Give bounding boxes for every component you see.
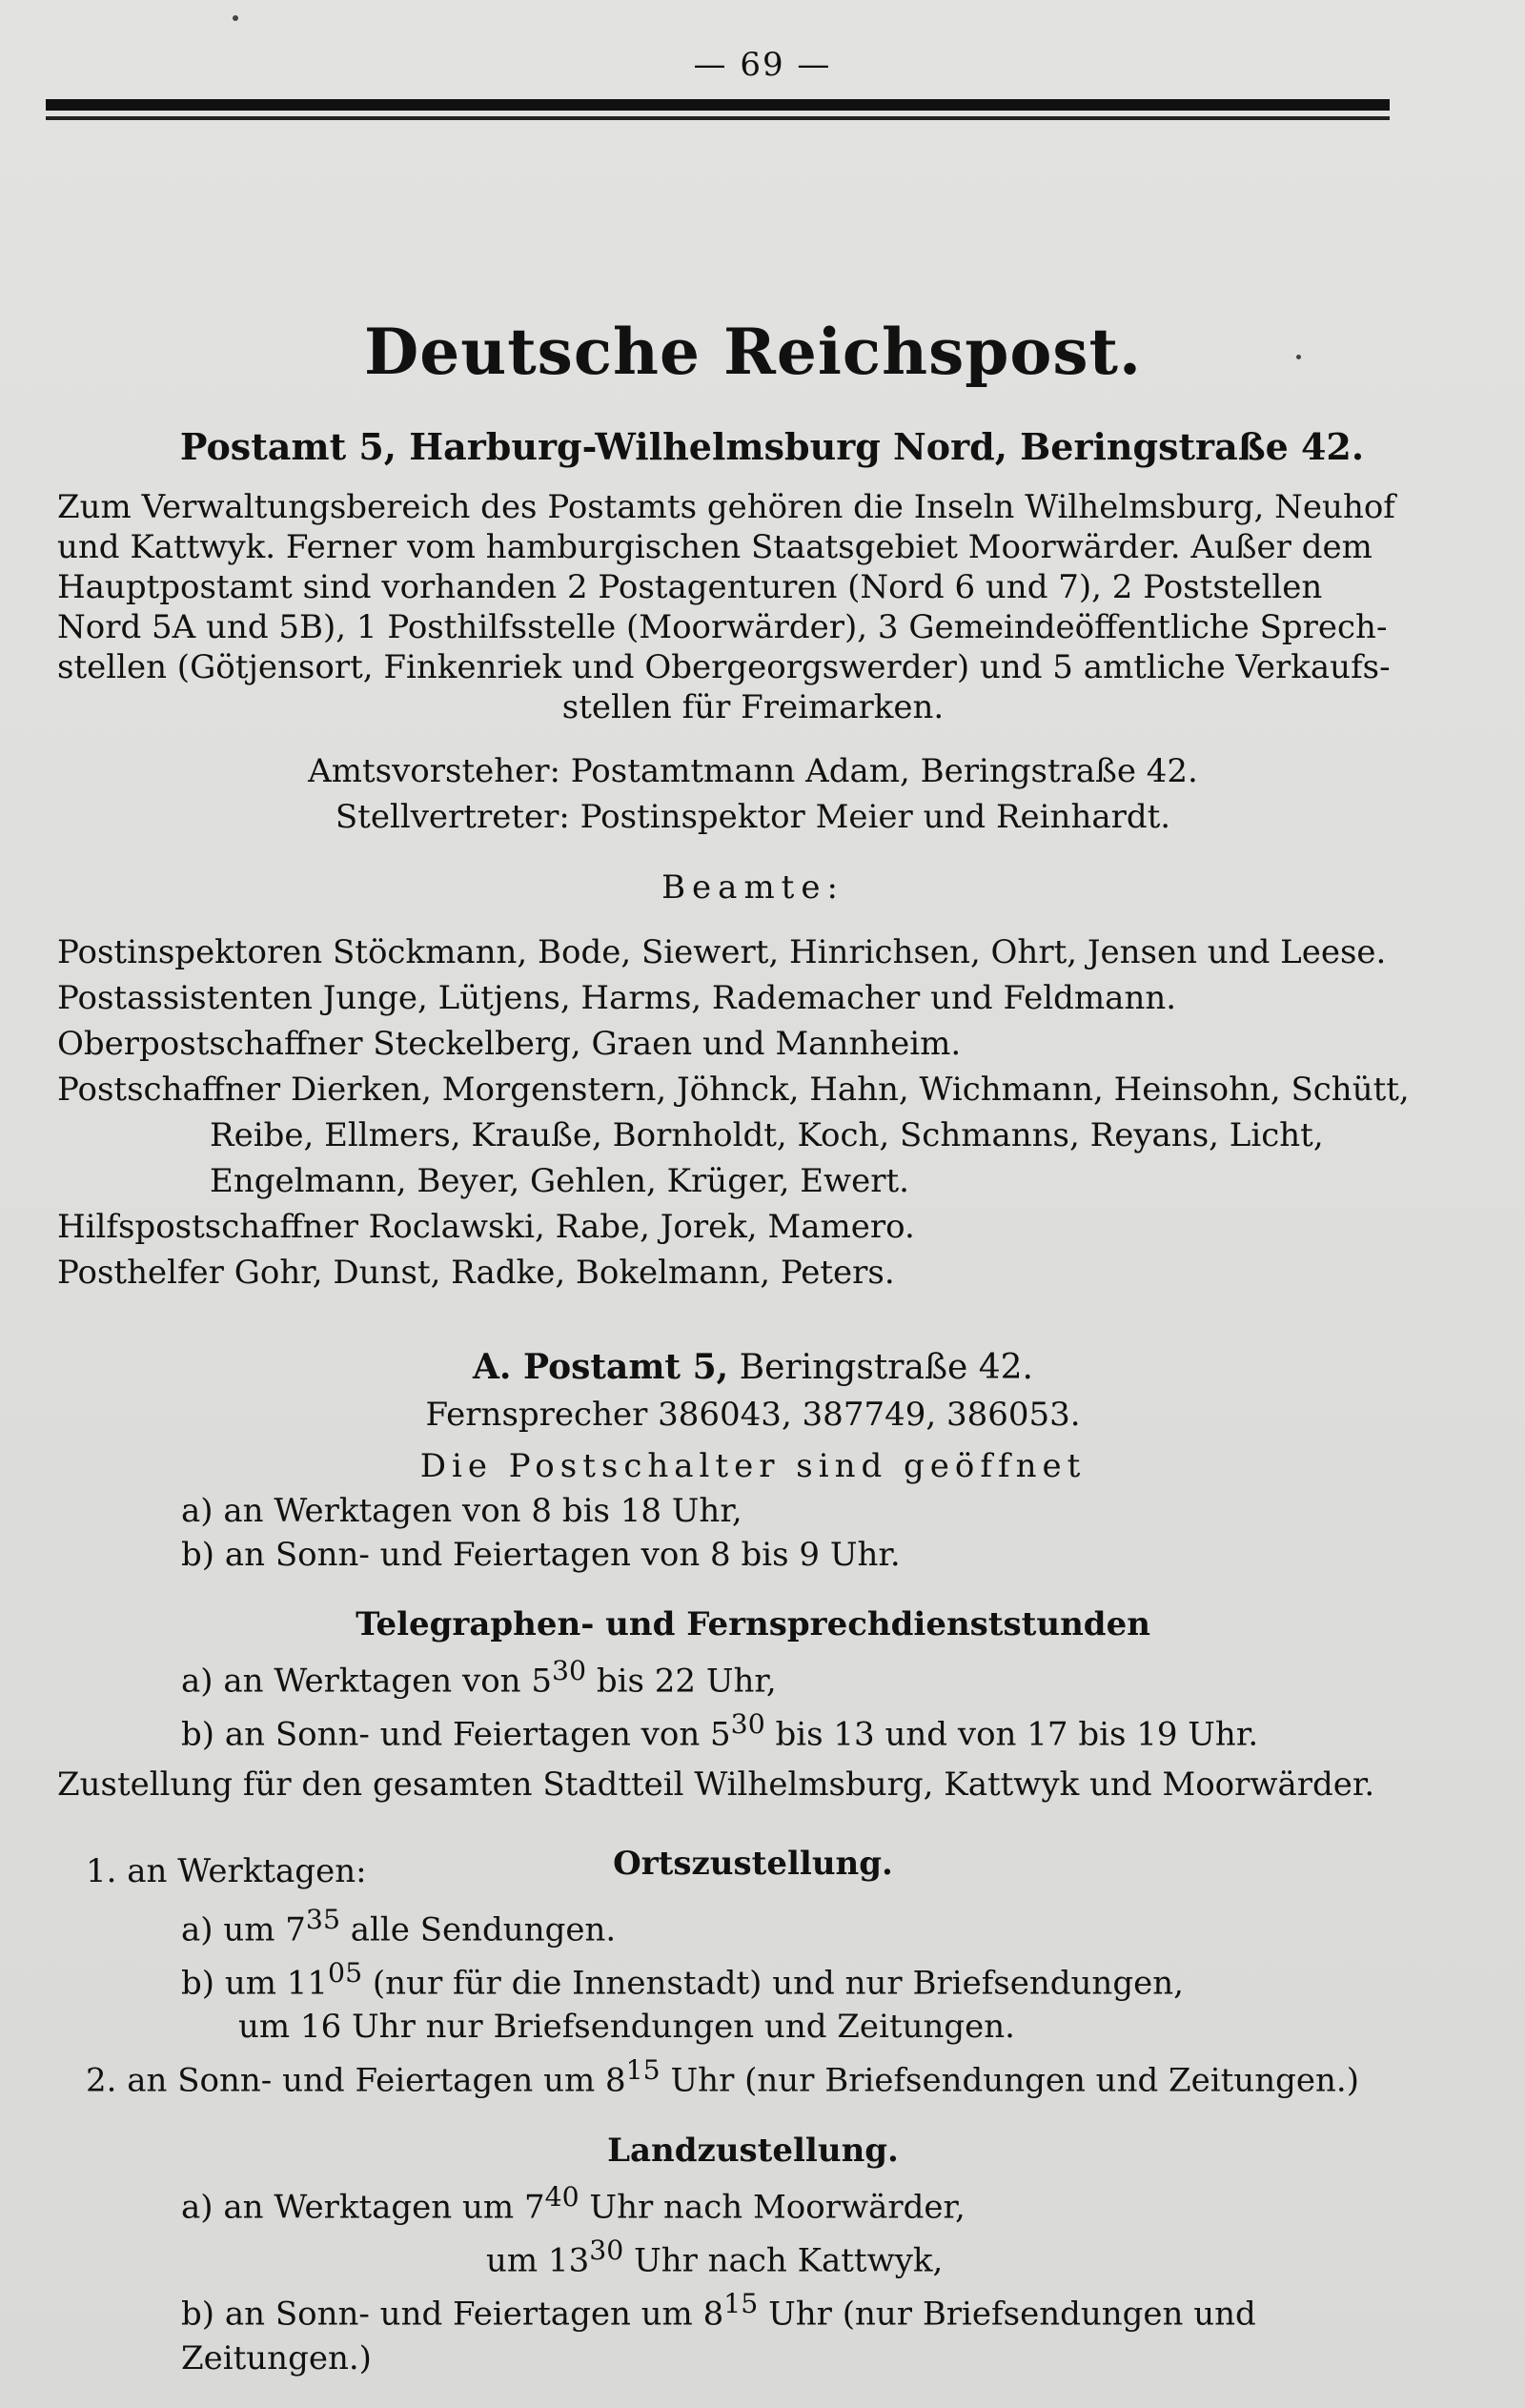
- land-item-a-cont: [57, 2229, 1449, 2282]
- counter-hours-weekdays: a) an Werktagen von 8 bis 18 Uhr,: [181, 1492, 742, 1530]
- staff-hilfsschaffner: Hilfspostschaffner Roclawski, Rabe, Jorek, Mamero.: [57, 1208, 915, 1246]
- intro-line-last: stellen für Freimarken.: [561, 688, 945, 726]
- time-superscript: 40: [544, 2180, 580, 2213]
- office-subtitle: Postamt 5, Harburg-Wilhelmsburg Nord, Beringstraße 42.: [179, 425, 1365, 468]
- section-a-heading: [57, 1343, 1449, 1392]
- intro-line: Zum Verwaltungsbereich des Postamts gehören die Inseln Wilhelmsburg, Neuhof: [57, 488, 1395, 526]
- orts-item-a: [57, 1898, 1449, 1951]
- intro-line: und Kattwyk. Ferner vom hamburgischen Staatsgebiet Moorwärder. Außer dem: [57, 528, 1372, 566]
- land-a-text: a) an Werktagen um 7: [181, 2187, 545, 2226]
- orts-2-text: 2. an Sonn- und Feiertagen um 8: [86, 2061, 626, 2100]
- time-superscript: 05: [328, 1956, 363, 1989]
- dust-speck: [233, 15, 238, 21]
- telegraph-weekdays: [57, 1649, 1449, 1703]
- time-superscript: 30: [730, 1708, 765, 1741]
- orts-heading-row: [57, 1845, 1449, 1898]
- land-b-end: Uhr (nur Briefsendungen und Zeitungen.): [181, 2295, 1256, 2377]
- orts-a-end: alle Sendungen.: [339, 1909, 617, 1949]
- time-superscript: 15: [625, 2054, 661, 2087]
- land-item-a: [57, 2175, 1449, 2229]
- orts-a-text: a) um 7: [181, 1909, 306, 1949]
- page-number: — 69 —: [693, 46, 832, 84]
- telegraph-sundays-end: bis 13 und von 17 bis 19 Uhr.: [764, 1715, 1259, 1754]
- amtsvorsteher: Amtsvorsteher: Postamtmann Adam, Beringstraße 42.: [308, 752, 1198, 790]
- counter-hours-heading: Die Postschalter sind geöffnet: [419, 1447, 1087, 1485]
- staff-helfer: Posthelfer Gohr, Dunst, Radke, Bokelmann, Peters.: [57, 1254, 895, 1292]
- page-title: Deutsche Reichspost.: [363, 315, 1143, 389]
- time-superscript: 30: [552, 1655, 587, 1686]
- main-content: [57, 315, 1449, 2380]
- telegraph-weekdays-end: bis 22 Uhr,: [586, 1662, 777, 1701]
- orts-heading: Ortszustellung.: [613, 1844, 893, 1883]
- time-superscript: 30: [589, 2234, 624, 2266]
- land-heading: Landzustellung.: [607, 2131, 899, 2170]
- time-superscript: 15: [723, 2288, 759, 2320]
- time-superscript: 35: [305, 1903, 340, 1935]
- section-a-address: Beringstraße 42.: [739, 1348, 1033, 1387]
- land-a2-end: Uhr nach Kattwyk,: [623, 2241, 944, 2280]
- staff-schaffner-cont: Reibe, Ellmers, Krauße, Bornholdt, Koch, Schmanns, Reyans, Licht,: [210, 1116, 1324, 1154]
- orts-b-text: b) um 11: [181, 1964, 329, 2003]
- intro-line: Hauptpostamt sind vorhanden 2 Postagenturen (Nord 6 und 7), 2 Poststellen: [57, 568, 1323, 606]
- land-a-end: Uhr nach Moorwärder,: [579, 2187, 966, 2226]
- phone-numbers: Fernsprecher 386043, 387749, 386053.: [425, 1396, 1081, 1434]
- staff-schaffner: Postschaffner Dierken, Morgenstern, Jöhnck, Hahn, Wichmann, Heinsohn, Schütt,: [57, 1071, 1410, 1109]
- stellvertreter: Stellvertreter: Postinspektor Meier und Reinhardt.: [335, 798, 1171, 836]
- telegraph-sundays-text: b) an Sonn- und Feiertagen von 5: [181, 1715, 731, 1754]
- orts-2-end: Uhr (nur Briefsendungen und Zeitungen.): [660, 2061, 1359, 2100]
- staff-assistenten: Postassistenten Junge, Lütjens, Harms, Rademacher und Feldmann.: [57, 979, 1177, 1017]
- section-a-label: A. Postamt 5,: [473, 1347, 729, 1387]
- header-rule-thick: [46, 99, 1390, 111]
- intro-line: stellen (Götjensort, Finkenriek und Obergeorgswerder) und 5 amtliche Verkaufs-: [57, 648, 1391, 686]
- staff-list: [57, 929, 1449, 1296]
- orts-item-b-cont: um 16 Uhr nur Briefsendungen und Zeitungen.: [238, 2008, 1015, 2047]
- staff-oberschaffner: Oberpostschaffner Steckelberg, Graen und Mannheim.: [57, 1025, 962, 1063]
- orts-item-b: [57, 1951, 1449, 2005]
- land-a2-text: um 13: [486, 2241, 590, 2280]
- telegraph-weekdays-text: a) an Werktagen von 5: [181, 1662, 553, 1701]
- intro-line: Nord 5A und 5B), 1 Posthilfsstelle (Moorwärder), 3 Gemeindeöffentliche Sprech-: [57, 608, 1388, 646]
- header-rule-thin: [46, 116, 1390, 120]
- telegraph-sundays: [57, 1703, 1449, 1756]
- counter-hours-sundays: b) an Sonn- und Feiertagen von 8 bis 9 Uhr.: [181, 1536, 901, 1574]
- orts-item-1: 1. an Werktagen:: [86, 1851, 367, 1890]
- beamte-heading: Beamte:: [661, 868, 844, 907]
- zustellung-area: Zustellung für den gesamten Stadtteil Wilhelmsburg, Kattwyk und Moorwärder.: [57, 1765, 1375, 1804]
- staff-inspektoren: Postinspektoren Stöckmann, Bode, Siewert, Hinrichsen, Ohrt, Jensen und Leese.: [57, 933, 1387, 971]
- intro-paragraph: [57, 487, 1449, 727]
- telegraph-heading: Telegraphen- und Fernsprechdienststunden: [356, 1605, 1150, 1643]
- orts-b-end: (nur für die Innenstadt) und nur Briefsendungen,: [362, 1964, 1184, 2003]
- land-item-b: [57, 2282, 1449, 2379]
- orts-item-2: [57, 2049, 1449, 2102]
- staff-schaffner-cont: Engelmann, Beyer, Gehlen, Krüger, Ewert.: [210, 1162, 909, 1200]
- land-b-text: b) an Sonn- und Feiertagen um 8: [181, 2295, 724, 2334]
